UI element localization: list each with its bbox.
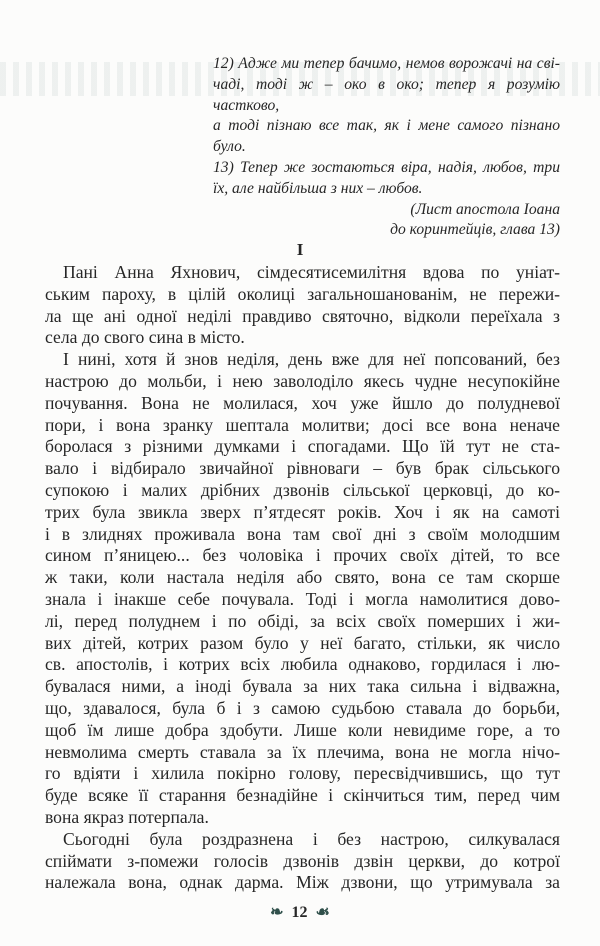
chapter-heading: I xyxy=(296,240,304,259)
epigraph-line: 12) Адже ми тепер бачимо, немов ворожачі на сві- xyxy=(213,55,560,72)
text-line: вона якраз потерпала. xyxy=(45,806,209,827)
paragraph xyxy=(45,349,560,829)
text-line: трих була звикла зверх п’ятдесят років. Хоч і як на самоті xyxy=(45,501,560,522)
text-line: Сьогодні була роздразнена і без настрою, силкувалася xyxy=(63,828,560,849)
epigraph-line: 13) Тепер же зостаються віра, надія, любов, три xyxy=(213,158,560,176)
text-line: ж таки, коли настала неділя або свято, вона се там скорше xyxy=(45,567,560,588)
text-line: вало і відбирало звичайної рівноваги – був брак сільського xyxy=(45,458,560,479)
text-line: і в злиднях проживала вона там свої дні з своїм молодшим xyxy=(45,523,560,544)
text-line: знала і інакше себе почувала. Тоді і могла намолитися дово- xyxy=(45,588,560,609)
body-text xyxy=(45,262,560,894)
text-line: вих дітей, котрих разом було у неї багато, стільки, як число xyxy=(45,632,560,653)
text-line: села до свого сина в місто. xyxy=(45,327,245,348)
epigraph-line: а тоді пізнаю все так, як і мене самого пізнано xyxy=(213,117,560,135)
text-line: лі, перед полуднем і по обіді, за всіх своїх померших і жи- xyxy=(45,610,560,631)
text-line: Пані Анна Яхнович, сімдесятисемилітня вдова по уніат- xyxy=(63,262,560,282)
ornament-right-icon: ☙ xyxy=(315,904,330,921)
text-line: належала вона, однак дарма. Між дзвони, що утримувала за xyxy=(45,872,560,893)
epigraph-line: їх, але найбільша з них – любов. xyxy=(213,179,423,197)
text-line: пори, і вона зранку шептала молитви; досі все вона неначе xyxy=(45,414,560,435)
text-line: супокою і малих дрібних дзвонів сільської церковці, до ко- xyxy=(45,479,560,500)
text-line: ським пароху, в цілій околиці загальношанованім, не пережи- xyxy=(45,283,560,304)
epigraph-citation: до коринтейців, глава 13) xyxy=(390,221,560,239)
text-line: го вдіяти і хилила покірно голову, пересвідчившись, що тут xyxy=(45,763,560,784)
text-line: невмолима смерть ставала за їх плечима, вона не могла нічо- xyxy=(45,741,560,762)
text-line: буде всяке її старання безнадійне і скінчиться тим, перед чим xyxy=(45,785,560,806)
epigraph xyxy=(213,54,560,241)
text-line: св. апостолів, і котрих всіх любила однаково, гордилася і лю- xyxy=(45,654,560,675)
text-line: почування. Вона не молилася, хоч уже йшло до полудневої xyxy=(45,392,560,413)
text-line: настрою до мольби, і нею заволоділо якесь чудне несупокійне xyxy=(45,370,560,391)
epigraph-citation: (Лист апостола Іоана xyxy=(410,200,560,218)
text-line: щоб їм лише добра здобути. Лише коли невидиме горе, а то xyxy=(45,719,560,740)
paragraph xyxy=(45,262,560,349)
text-line: ла ще ані одної неділі правдиво святочно, відколи переїхала з xyxy=(45,305,560,326)
text-line: сином п’яницею... без чоловіка і прочих своїх дітей, то все xyxy=(45,545,560,566)
text-line: боролася з різними думками і спогадами. Що їй тут не ста- xyxy=(45,436,560,457)
text-line: що, здавалося, була б і з самою судьбою ставала до борьби, xyxy=(45,697,560,718)
ornament-left-icon: ❧ xyxy=(270,904,284,921)
page-number: 12 xyxy=(291,904,308,921)
epigraph-line: чаді, тоді ж – око в око; тепер я розумію частково, xyxy=(213,75,560,114)
text-line: І нині, хотя й знов неділя, день вже для неї попсований, без xyxy=(63,349,560,370)
paragraph xyxy=(45,829,560,894)
text-line: спіймати з-помежи голосів дзвонів дзвін церкви, до котрої xyxy=(45,850,560,871)
text-line: бувалася ними, а іноді бувала за них така сильна і відважна, xyxy=(45,676,560,697)
epigraph-line: було. xyxy=(213,138,246,156)
page-footer xyxy=(0,902,600,922)
